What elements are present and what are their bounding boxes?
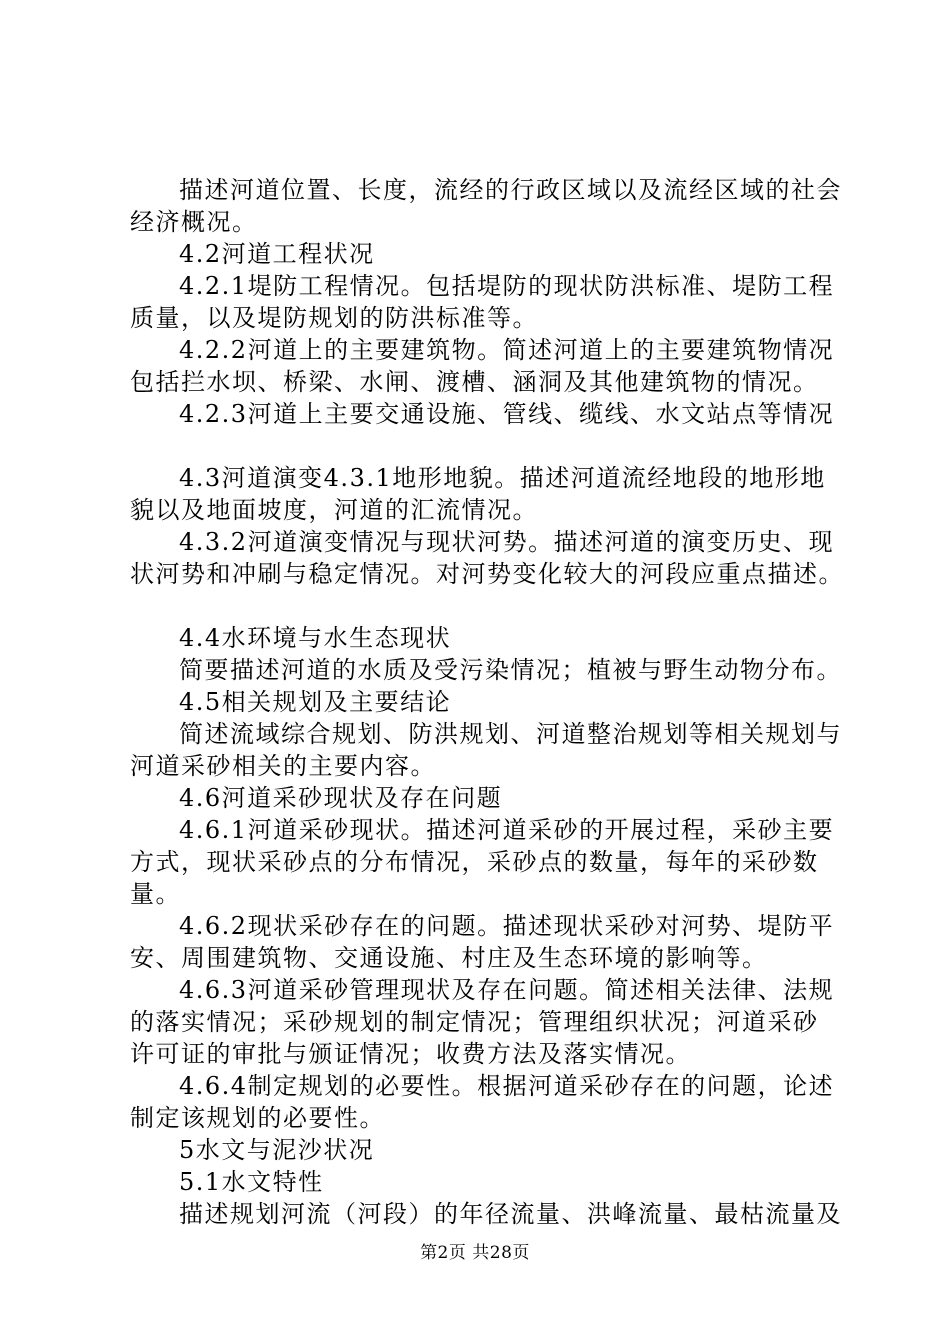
paragraph-line: 简述流域综合规划、防洪规划、河道整治规划等相关规划与 (179, 720, 842, 748)
paragraph-line: 4.2.1堤防工程情况。包括堤防的现状防洪标准、堤防工程 (179, 272, 835, 300)
paragraph-line: 4.2.3河道上主要交通设施、管线、缆线、水文站点等情况 (179, 400, 835, 428)
document-body (130, 174, 850, 1230)
paragraph-line: 方式，现状采砂点的分布情况，采砂点的数量，每年的采砂数 (130, 848, 819, 876)
paragraph-line: 量。 (130, 880, 181, 908)
paragraph-line: 河道采砂相关的主要内容。 (130, 752, 436, 780)
section-heading: 4.6河道采砂现状及存在问题 (179, 784, 503, 812)
paragraph-line: 简要描述河道的水质及受污染情况；植被与野生动物分布。 (179, 656, 842, 684)
paragraph-line: 经济概况。 (130, 208, 258, 236)
paragraph-line: 4.2.2河道上的主要建筑物。简述河道上的主要建筑物情况 (179, 336, 835, 364)
paragraph-line: 质量，以及堤防规划的防洪标准等。 (130, 304, 538, 332)
section-heading: 4.5相关规划及主要结论 (179, 688, 452, 716)
paragraph-line: 4.3河道演变4.3.1地形地貌。描述河道流经地段的地形地 (179, 464, 826, 492)
page-number-footer: 第2页 共28页 (420, 1243, 530, 1263)
paragraph-line: 包括拦水坝、桥梁、水闸、渡槽、涵洞及其他建筑物的情况。 (130, 368, 819, 396)
paragraph-line: 许可证的审批与颁证情况；收费方法及落实情况。 (130, 1040, 691, 1068)
paragraph-line: 4.6.3河道采砂管理现状及存在问题。简述相关法律、法规 (179, 976, 835, 1004)
paragraph-line: 描述规划河流（河段）的年径流量、洪峰流量、最枯流量及 (179, 1200, 842, 1228)
paragraph-line: 制定该规划的必要性。 (130, 1104, 385, 1132)
paragraph-line: 4.6.1河道采砂现状。描述河道采砂的开展过程，采砂主要 (179, 816, 835, 844)
paragraph-line: 4.3.2河道演变情况与现状河势。描述河道的演变历史、现 (179, 528, 835, 556)
section-heading: 4.4水环境与水生态现状 (179, 624, 452, 652)
paragraph-line: 安、周围建筑物、交通设施、村庄及生态环境的影响等。 (130, 944, 768, 972)
paragraph-line: 貌以及地面坡度，河道的汇流情况。 (130, 496, 538, 524)
paragraph-line: 的落实情况；采砂规划的制定情况；管理组织状况；河道采砂 (130, 1008, 819, 1036)
blank-line (130, 430, 850, 462)
paragraph-line: 4.6.4制定规划的必要性。根据河道采砂存在的问题，论述 (179, 1072, 835, 1100)
paragraph-line: 状河势和冲刷与稳定情况。对河势变化较大的河段应重点描述。 (130, 560, 844, 588)
blank-line (130, 590, 850, 622)
section-heading: 5水文与泥沙状况 (179, 1136, 375, 1164)
paragraph-line: 描述河道位置、长度，流经的行政区域以及流经区域的社会 (179, 176, 842, 204)
paragraph-line: 4.6.2现状采砂存在的问题。描述现状采砂对河势、堤防平 (179, 912, 835, 940)
section-heading: 5.1水文特性 (179, 1168, 324, 1196)
section-heading: 4.2河道工程状况 (179, 240, 375, 268)
